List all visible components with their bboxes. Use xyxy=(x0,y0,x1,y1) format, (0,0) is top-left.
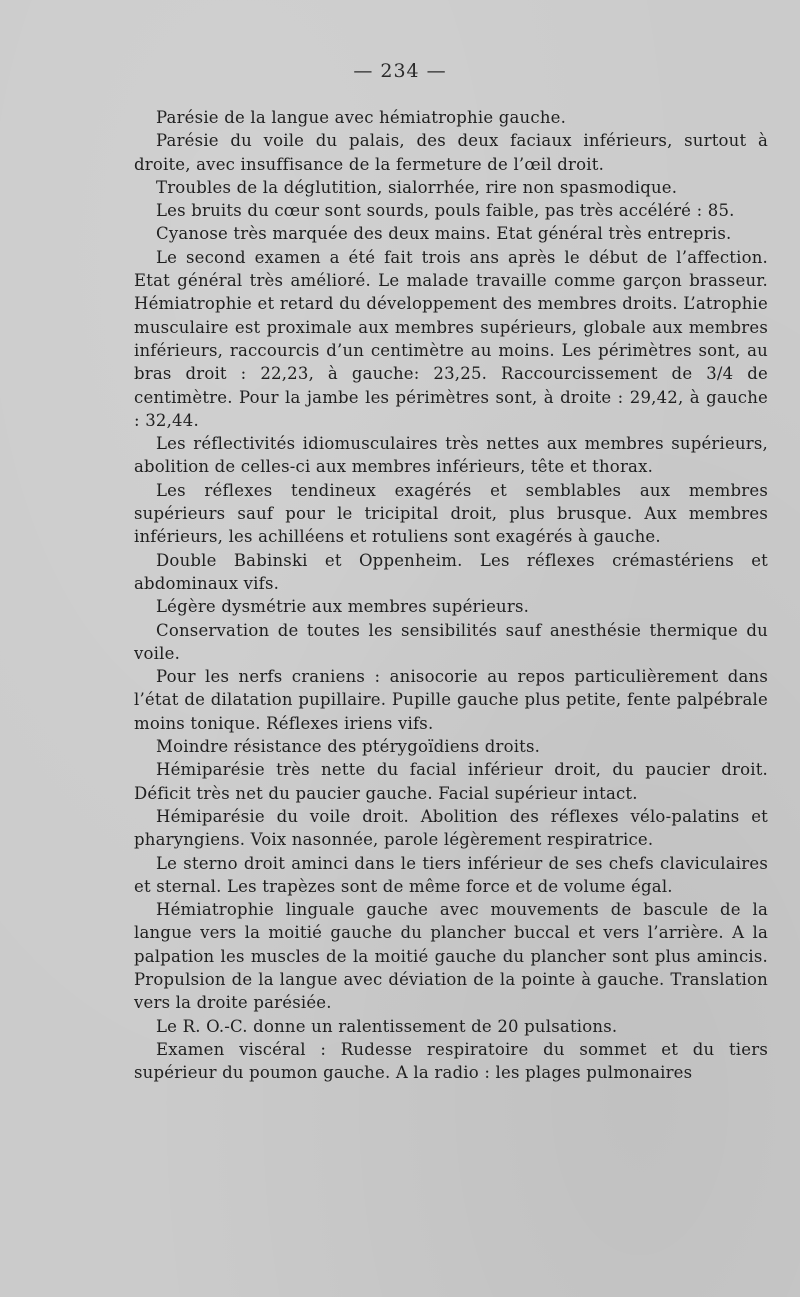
paragraph: Hémiparésie du voile droit. Abolition des réflexes vélo-palatins et pharyngiens. Voix nasonnée, parole légèrement respiratrice. xyxy=(134,806,768,850)
paragraph: Le sterno droit aminci dans le tiers inférieur de ses chefs claviculaires et sternal. Les trapèzes sont de même force et de volume égal. xyxy=(134,853,768,896)
page-number: — 234 — xyxy=(353,60,447,82)
paragraph: Conservation de toutes les sensibilités sauf anesthésie thermique du voile. xyxy=(134,620,768,663)
paragraph: Hémiatrophie linguale gauche avec mouvements de bascule de la langue vers la moitié gauche du plancher buccal et vers l’arrière. A la palpation les muscles de la moitié gauche du plancher sont plus amincis. Propulsion de la langue avec déviation de la pointe à gauche. Translation vers la droite parésiée. xyxy=(134,900,768,1013)
paragraph: Examen viscéral : Rudesse respiratoire du sommet et du tiers supérieur du poumon gauche. A la radio : les plages pulmonaires xyxy=(134,1039,768,1083)
paragraph: Les réflectivités idiomusculaires très nettes aux membres supérieurs, abolition de celles-ci aux membres inférieurs, tête et thorax. xyxy=(134,434,768,477)
paragraph: Troubles de la déglutition, sialorrhée, rire non spasmodique. xyxy=(156,177,678,197)
paragraph: Légère dysmétrie aux membres supérieurs. xyxy=(156,597,530,617)
paragraph: Moindre résistance des ptérygoïdiens droits. xyxy=(156,737,541,757)
paragraph: Le second examen a été fait trois ans après le début de l’affection. Etat général très amélioré. Le malade travaille comme garçon brasseur. Hémiatrophie et retard du développement des membres droits. L’atrophie musculaire est proximale aux membres supérieurs, globale aux membres inférieurs, raccourcis d’un centimètre au moins. Les périmètres sont, au bras droit : 22,23, à gauche: 23,25. Raccourcissement de 3/4 de centimètre. Pour la jambe les périmètres sont, à droite : 29,42, à gauche : 32,44. xyxy=(134,247,768,430)
paragraph: Parésie de la langue avec hémiatrophie gauche. xyxy=(156,108,567,127)
paragraph: Le R. O.-C. donne un ralentissement de 20 pulsations. xyxy=(156,1016,618,1036)
paragraph: Les réflexes tendineux exagérés et semblables aux membres supérieurs sauf pour le tricipital droit, plus brusque. Aux membres inférieurs, les achilléens et rotuliens sont exagérés à gauche. xyxy=(134,480,768,547)
paragraph: Pour les nerfs craniens : anisocorie au repos particulièrement dans l’état de dilatation pupillaire. Pupille gauche plus petite, fente palpébrale moins tonique. Réflexes iriens vifs. xyxy=(134,667,768,733)
paragraph: Hémiparésie très nette du facial inférieur droit, du paucier droit. Déficit très net du paucier gauche. Facial supérieur intact. xyxy=(134,760,768,803)
paragraph: Cyanose très marquée des deux mains. Etat général très entrepris. xyxy=(156,224,732,244)
page-body xyxy=(134,106,768,1084)
paragraph: Parésie du voile du palais, des deux faciaux inférieurs, surtout à droite, avec insuffisance de la fermeture de l’œil droit. xyxy=(134,131,768,174)
paragraph: Les bruits du cœur sont sourds, pouls faible, pas très accéléré : 85. xyxy=(156,201,735,221)
paragraph: Double Babinski et Oppenheim. Les réflexes crémastériens et abdominaux vifs. xyxy=(134,550,768,593)
